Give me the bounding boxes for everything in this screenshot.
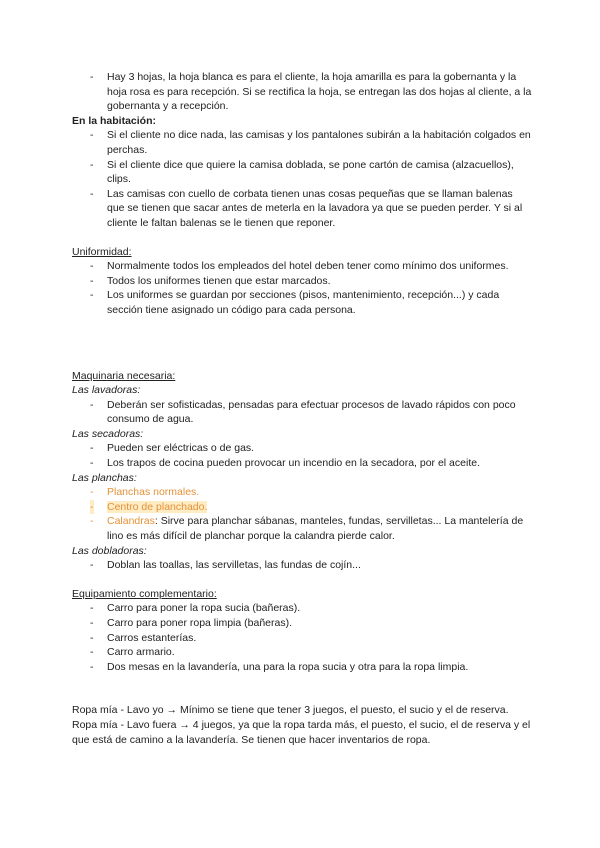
list-item-calandras: - Calandras: Sirve para planchar sábanas, manteles, fundas, servilletas... La mantelería de lino es más difícil de planchar porque la calandra pierde calor. [90, 515, 524, 543]
list-item: - Todos los uniformes tienen que estar marcados. [90, 274, 331, 287]
list-item: - Carro para poner ropa limpia (bañeras). [90, 617, 293, 629]
paragraph-ropa-lavo-fuera: Ropa mía - Lavo fuera → 4 juegos, ya que la ropa tarda más, el puesto, el sucio, el de reserva y el que está de camino a la lavandería. Se tienen que hacer inventarios de ropa. [72, 718, 531, 746]
list-item: - Doblan las toallas, las servilletas, las fundas de cojín... [90, 559, 361, 572]
section-heading-habitacion: En la habitación: [72, 114, 157, 127]
list-item-centro-planchado: - Centro de planchado. [90, 500, 208, 513]
highlighted-text: Centro de planchado. [107, 500, 208, 513]
calandras-term: Calandras [107, 515, 155, 528]
list-item: - Dos mesas en la lavandería, una para la ropa sucia y otra para la ropa limpia. [90, 660, 469, 673]
list-item: - Normalmente todos los empleados del hotel deben tener como mínimo dos uniformes. [90, 260, 509, 273]
list-item: - Los trapos de cocina pueden provocar un incendio en la secadora, por el aceite. [90, 457, 480, 470]
list-item-planchas-normales: - Planchas normales. [90, 486, 200, 499]
document-content [72, 70, 532, 747]
list-item: - Si el cliente no dice nada, las camisas y los pantalones subirán a la habitación colgados en perchas. [90, 129, 531, 156]
section-heading-uniformidad: Uniformidad: [72, 245, 132, 258]
list-item: - Los uniformes se guardan por secciones (pisos, mantenimiento, recepción...) y cada sección tiene asignado un código para cada persona. [90, 289, 500, 316]
list-item: - Pueden ser eléctricas o de gas. [90, 442, 255, 455]
paragraph-ropa-lavo-yo: Ropa mía - Lavo yo → Mínimo se tiene que tener 3 juegos, el puesto, el sucio y el de reserva. [72, 704, 509, 717]
list-item: - Deberán ser sofisticadas, pensadas para efectuar procesos de lavado rápidos con poco consumo de agua. [90, 398, 516, 426]
list-item: - Carro armario. [90, 646, 175, 659]
subheading-dobladoras: Las dobladoras: [72, 544, 147, 557]
list-item: - Si el cliente dice que quiere la camisa doblada, se pone cartón de camisa (alzacuellos), clips. [90, 158, 514, 186]
subheading-secadoras: Las secadoras: [72, 427, 144, 440]
subheading-lavadoras: Las lavadoras: [72, 384, 141, 397]
list-item: - Las camisas con cuello de corbata tienen unas cosas pequeñas que se llaman balenas que se tienen que sacar antes de meterla en la lavadora ya que se pueden perder. Y si al cliente le faltan balenas se le tienen que reponer. [90, 187, 523, 229]
list-item: - Carros estanterías. [90, 631, 197, 644]
section-heading-maquinaria: Maquinaria necesaria: [72, 369, 176, 382]
list-item: - Carro para poner la ropa sucia (bañeras). [90, 602, 301, 615]
subheading-planchas: Las planchas: [72, 471, 137, 484]
list-item: - Hay 3 hojas, la hoja blanca es para el cliente, la hoja amarilla es para la gobernanta y la hoja rosa es para recepción. Si se rectifica la hoja, se entregan las dos hojas al cliente, a la gobernanta y a recepción. [90, 71, 532, 113]
section-heading-equipamiento: Equipamiento complementario: [72, 587, 217, 600]
